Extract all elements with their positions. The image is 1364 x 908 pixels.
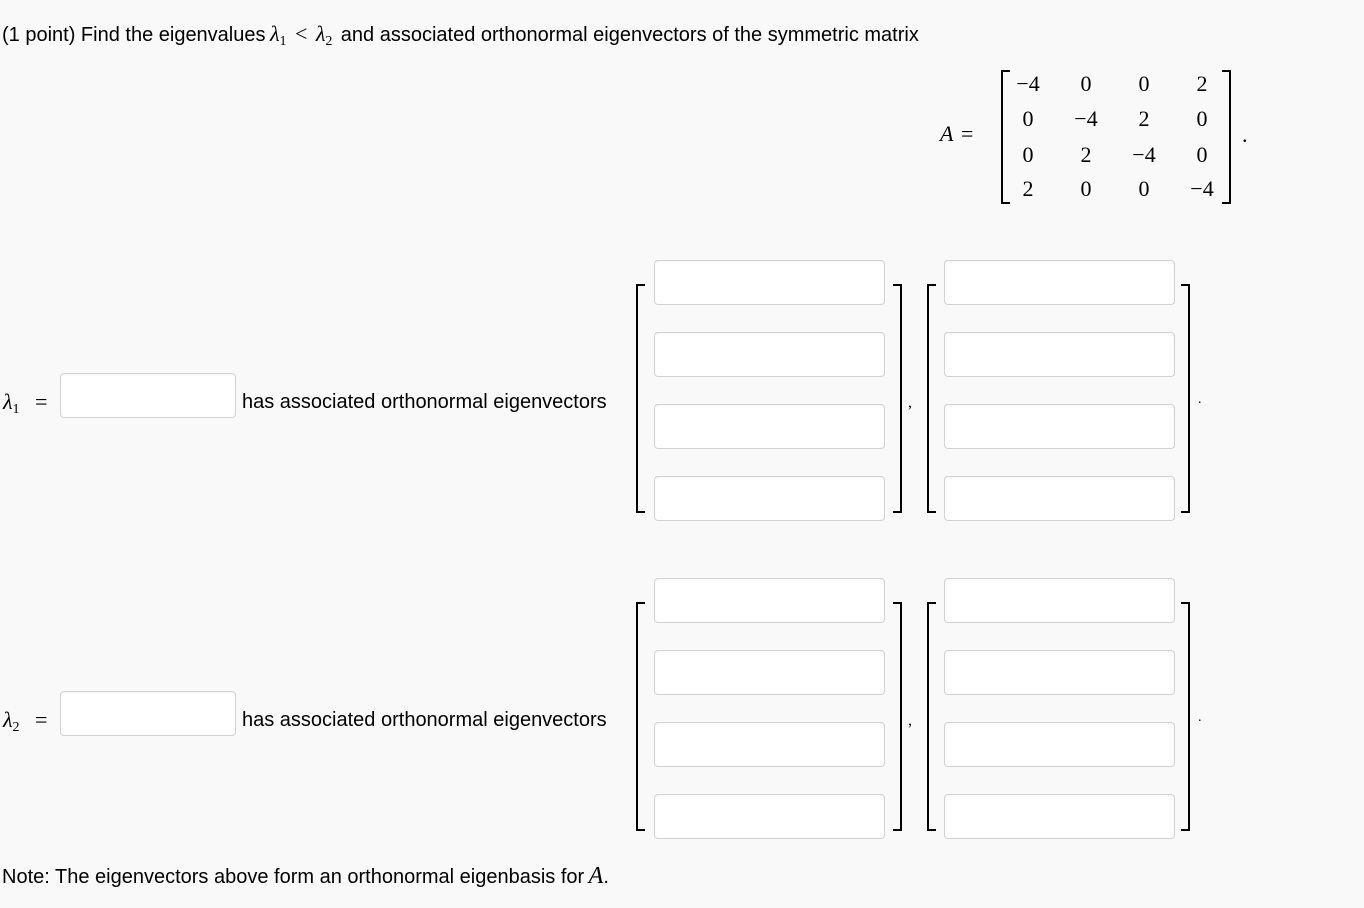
question-suffix: and associated orthonormal eigenvectors of the symmetric matrix xyxy=(340,24,919,46)
matrix-cell: 0 xyxy=(1022,142,1034,167)
note-matrix-symbol: A xyxy=(588,863,604,889)
lambda-2-symbol: $\lambda_2$ xyxy=(315,21,333,49)
matrix-cell: 0 xyxy=(1196,106,1208,131)
vector-right-bracket xyxy=(1181,602,1190,831)
matrix-cell: 2 xyxy=(1080,142,1092,167)
matrix-cell: −4 xyxy=(1016,71,1040,96)
vector-right-bracket xyxy=(893,284,902,513)
vector-2-2-component-3-input[interactable] xyxy=(944,722,1175,767)
matrix-cell: 2 xyxy=(1022,176,1034,201)
matrix-cell: 0 xyxy=(1080,176,1092,201)
vector-2-1-component-3-input[interactable] xyxy=(654,722,885,767)
question-prefix: (1 point) Find the eigenvalues xyxy=(2,24,266,46)
vector-separator-comma: , xyxy=(908,712,912,729)
less-than-symbol: < xyxy=(294,21,308,46)
vector-left-bracket xyxy=(927,284,936,513)
lambda-2-input[interactable] xyxy=(60,691,236,736)
lambda-1-label: $\lambda_1$ = xyxy=(3,389,48,417)
eigenvectors-label-2: has associated orthonormal eigenvectors xyxy=(242,709,607,731)
vector-separator-comma: , xyxy=(908,394,912,411)
vector-left-bracket xyxy=(636,602,645,831)
vector-left-bracket xyxy=(927,602,936,831)
vector-1-2-component-1-input[interactable] xyxy=(944,260,1175,305)
matrix-label: A = xyxy=(940,121,974,146)
matrix-cell: 2 xyxy=(1138,106,1150,131)
vector-1-1-component-4-input[interactable] xyxy=(654,476,885,521)
vector-2-1-component-4-input[interactable] xyxy=(654,794,885,839)
matrix-end-period: . xyxy=(1242,122,1248,147)
vector-2-1-component-1-input[interactable] xyxy=(654,578,885,623)
matrix-cell: 0 xyxy=(1022,106,1034,131)
vector-end-period: . xyxy=(1198,710,1202,725)
vector-2-2-component-4-input[interactable] xyxy=(944,794,1175,839)
lambda-1-symbol: $\lambda_1$ xyxy=(269,21,287,49)
vector-1-2-component-2-input[interactable] xyxy=(944,332,1175,377)
matrix-cell: −4 xyxy=(1132,142,1156,167)
lambda-1-input[interactable] xyxy=(60,373,236,418)
matrix-cell: −4 xyxy=(1074,106,1098,131)
vector-1-2-component-3-input[interactable] xyxy=(944,404,1175,449)
vector-right-bracket xyxy=(1181,284,1190,513)
note-text: Note: The eigenvectors above form an orthonormal eigenbasis for A. xyxy=(2,863,609,889)
matrix-cell: 0 xyxy=(1138,71,1150,96)
matrix-cell: 0 xyxy=(1138,176,1150,201)
vector-2-1-component-2-input[interactable] xyxy=(654,650,885,695)
vector-1-2-component-4-input[interactable] xyxy=(944,476,1175,521)
matrix-cell: 2 xyxy=(1196,71,1208,96)
vector-2-2-component-1-input[interactable] xyxy=(944,578,1175,623)
vector-1-1-component-2-input[interactable] xyxy=(654,332,885,377)
question-text xyxy=(2,21,919,47)
lambda-2-label: $\lambda_2$ = xyxy=(3,707,48,735)
vector-1-1-component-3-input[interactable] xyxy=(654,404,885,449)
vector-left-bracket xyxy=(636,284,645,513)
eigenvectors-label-1: has associated orthonormal eigenvectors xyxy=(242,391,607,413)
matrix-cell: 0 xyxy=(1196,142,1208,167)
vector-end-period: . xyxy=(1198,392,1202,407)
vector-2-2-component-2-input[interactable] xyxy=(944,650,1175,695)
matrix-cell: −4 xyxy=(1190,176,1214,201)
vector-1-1-component-1-input[interactable] xyxy=(654,260,885,305)
vector-right-bracket xyxy=(893,602,902,831)
matrix-cell: 0 xyxy=(1080,71,1092,96)
